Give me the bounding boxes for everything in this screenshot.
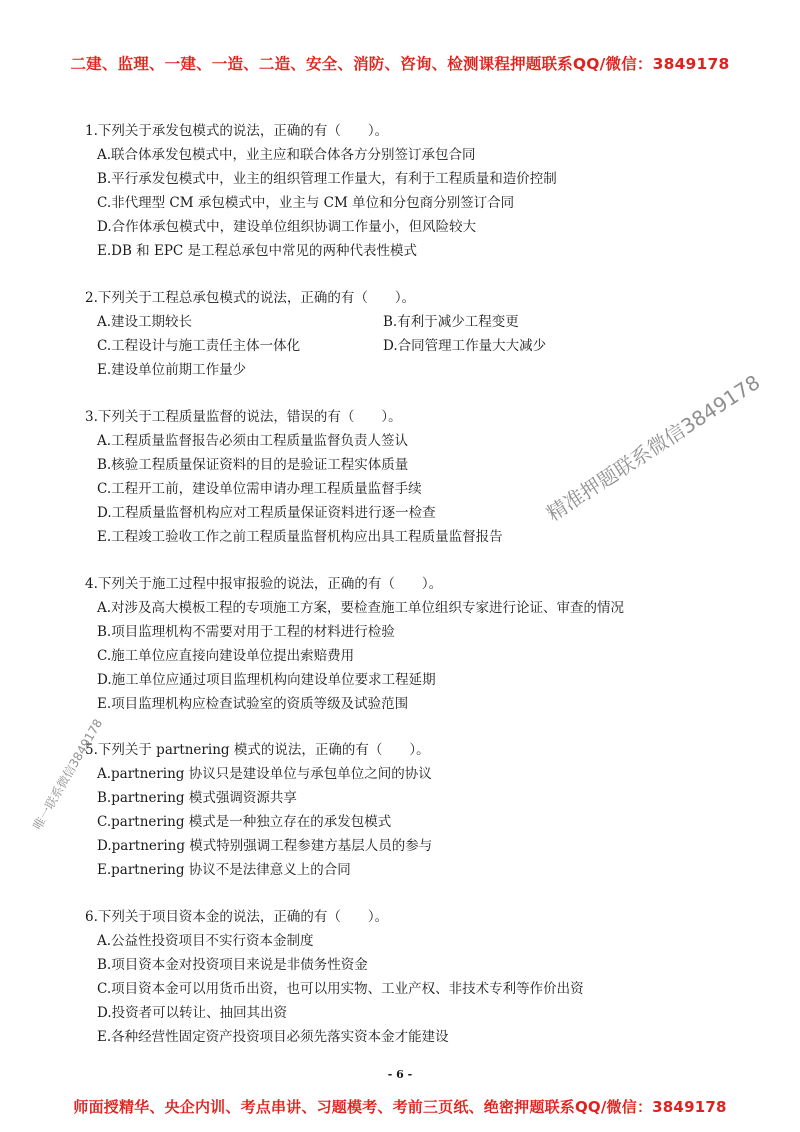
option-c: C.工程开工前，建设单位需申请办理工程质量监督手续 [97,481,422,497]
question-stem: 1.下列关于承发包模式的说法，正确的有（ ）。 [85,123,389,139]
option-b: B.平行承发包模式中，业主的组织管理工作量大，有利于工程质量和造价控制 [97,171,557,187]
watermark-left: 唯一联系微信3849178 [30,716,106,833]
option-e: E.项目监理机构应检查试验室的资质等级及试验范围 [97,696,409,712]
question-4 [85,572,725,716]
option-a: A.工程质量监督报告必须由工程质量监督负责人签认 [97,433,409,449]
question-1 [85,119,725,263]
option-a: A.对涉及高大模板工程的专项施工方案，要检查施工单位组织专家进行论证、审查的情况 [97,600,625,616]
option-d: D.partnering 模式特别强调工程参建方基层人员的参与 [97,838,433,854]
options-grid [85,310,725,358]
option-a: A.联合体承发包模式中，业主应和联合体各方分别签订承包合同 [97,147,476,163]
question-stem: 3.下列关于工程质量监督的说法，错误的有（ ）。 [85,409,402,425]
option-a: A.建设工期较长 [97,314,193,330]
option-b: B.有利于减少工程变更 [383,314,519,330]
option-e: E.partnering 协议不是法律意义上的合同 [97,862,351,878]
header-banner: 二建、监理、一建、一造、二造、安全、消防、咨询、检测课程押题联系QQ/微信：3849178 [70,55,730,73]
question-stem: 4.下列关于施工过程中报审报验的说法，正确的有（ ）。 [85,576,443,592]
option-b: B.核验工程质量保证资料的目的是验证工程实体质量 [97,457,409,473]
option-b: B.项目监理机构不需要对用于工程的材料进行检验 [97,624,395,640]
option-c: C.partnering 模式是一种独立存在的承发包模式 [97,814,392,830]
question-stem: 6.下列关于项目资本金的说法，正确的有（ ）。 [85,909,389,925]
question-6 [85,905,725,1049]
option-b: B.partnering 模式强调资源共享 [97,790,297,806]
option-a: A.公益性投资项目不实行资本金制度 [97,933,314,949]
question-5 [85,738,725,882]
option-d: D.合作体承包模式中，建设单位组织协调工作量小，但风险较大 [97,219,477,235]
option-a: A.partnering 协议只是建设单位与承包单位之间的协议 [97,766,432,782]
option-c: C.非代理型 CM 承包模式中，业主与 CM 单位和分包商分别签订合同 [97,195,515,211]
option-d: D.合同管理工作量大大减少 [383,338,547,354]
page-number: - 6 - [387,1068,413,1081]
question-stem: 5.下列关于 partnering 模式的说法，正确的有（ ）。 [85,742,430,758]
question-stem: 2.下列关于工程总承包模式的说法，正确的有（ ）。 [85,290,416,306]
option-d: D.工程质量监督机构应对工程质量保证资料进行逐一检查 [97,505,436,521]
option-b: B.项目资本金对投资项目来说是非债务性资金 [97,957,368,973]
watermark-right: 精准押题联系微信3849178 [542,370,765,526]
option-c: C.施工单位应直接向建设单位提出索赔费用 [97,648,355,664]
footer-banner: 师面授精华、央企内训、考点串讲、习题模考、考前三页纸、绝密押题联系QQ/微信：3849178 [73,1098,727,1116]
option-e: E.各种经营性固定资产投资项目必须先落实资本金才能建设 [97,1029,449,1045]
option-d: D.施工单位应通过项目监理机构向建设单位要求工程延期 [97,672,436,688]
option-c: C.工程设计与施工责任主体一体化 [97,338,301,354]
option-e: E.DB 和 EPC 是工程总承包中常见的两种代表性模式 [97,243,418,259]
option-d: D.投资者可以转让、抽回其出资 [97,1005,288,1021]
option-e: E.工程竣工验收工作之前工程质量监督机构应出具工程质量监督报告 [97,529,503,545]
option-c: C.项目资本金可以用货币出资，也可以用实物、工业产权、非技术专利等作价出资 [97,981,584,997]
option-e: E.建设单位前期工作量少 [97,362,247,378]
question-2 [85,286,725,382]
